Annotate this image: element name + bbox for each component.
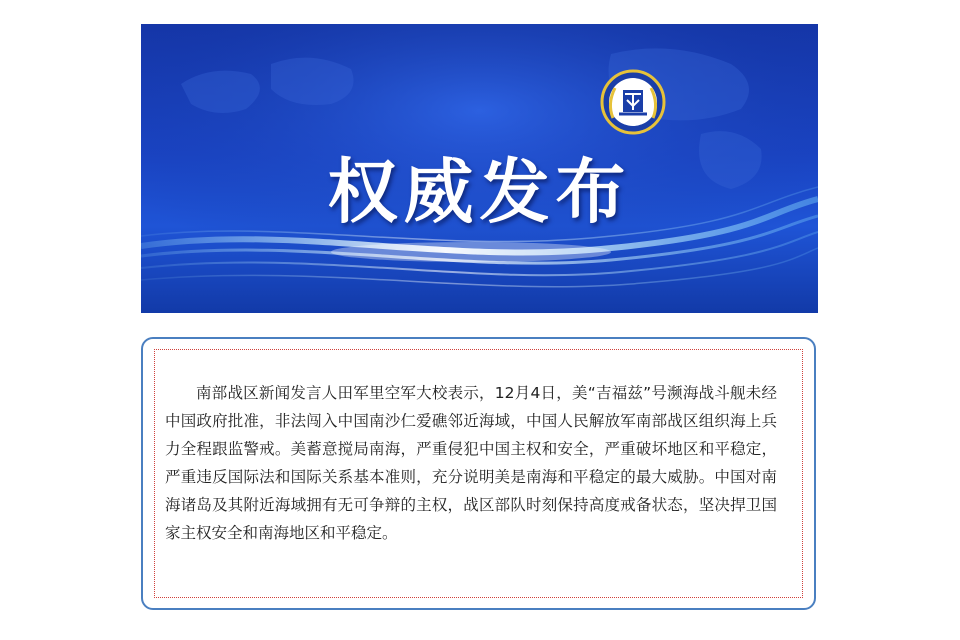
banner-title: 权威发布 [327, 150, 632, 233]
notice-box [141, 337, 816, 610]
notice-body-text: 南部战区新闻发言人田军里空军大校表示，12月4日，美“吉福兹”号濒海战斗舰未经中国政府批准，非法闯入中国南沙仁爱礁邻近海域，中国人民解放军南部战区组织海上兵力全程跟监警戒。美蓄意搅局南海，严重侵犯中国主权和安全，严重破坏地区和平稳定，严重违反国际法和国际关系基本准则，充分说明美是南海和平稳定的最大威胁。中国对南海诸岛及其附近海域拥有无可争辩的主权，战区部队时刻保持高度戒备状态，坚决捍卫国家主权安全和南海地区和平稳定。 [165, 384, 777, 542]
banner [141, 24, 818, 313]
southern-theater-command-emblem-icon [599, 68, 667, 140]
